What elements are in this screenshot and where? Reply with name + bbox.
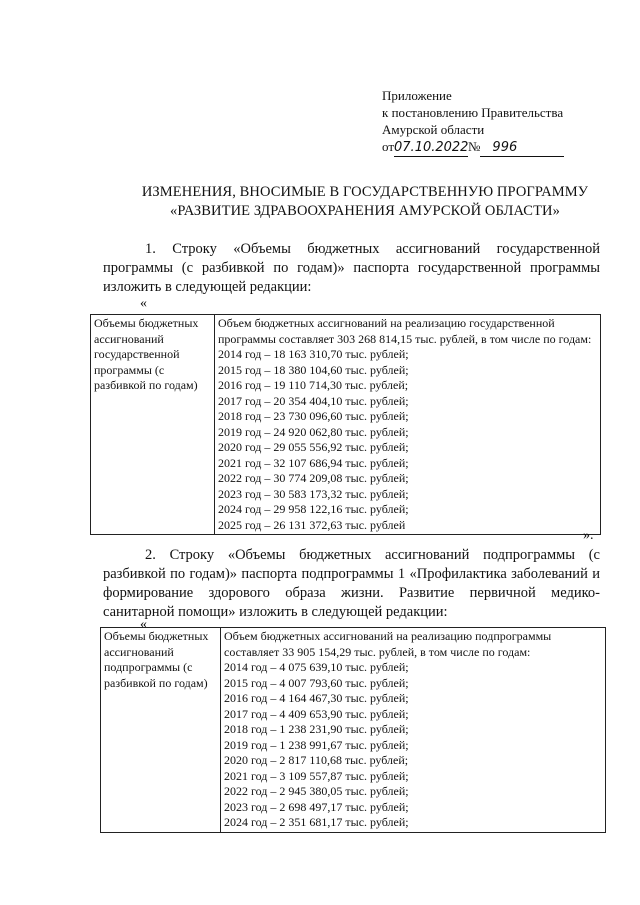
table-2-year-2015: 2015 год – 4 007 793,60 тыс. рублей; (224, 675, 409, 690)
item-2-paragraph (103, 546, 600, 622)
table-1-year-2021: 2021 год – 32 107 686,94 тыс. рублей; (218, 455, 409, 470)
table-2-year-2023: 2023 год – 2 698 497,17 тыс. рублей; (224, 799, 409, 814)
table-1-year-2020: 2020 год – 29 055 556,92 тыс. рублей; (218, 440, 409, 454)
table-1-year-2024: 2024 год – 29 958 122,16 тыс. рублей; (218, 502, 409, 516)
table-2-year-2022: 2022 год – 2 945 380,05 тыс. рублей; (224, 784, 409, 798)
table-1-year-2022: 2022 год – 30 774 209,08 тыс. рублей; (218, 471, 409, 485)
table-1-year-2017: 2017 год – 20 354 404,10 тыс. рублей; (218, 393, 409, 408)
table-2-year-2018: 2018 год – 1 238 231,90 тыс. рублей; (224, 722, 409, 736)
table-1-year-2016: 2016 год – 19 110 714,30 тыс. рублей; (218, 378, 409, 392)
item-1-text: 1. Строку «Объемы бюджетных ассигнований государственной программы (с разбивкой по годам)» паспорта государственной программы изложить в следующей редакции: (103, 241, 600, 295)
table-2-year-2019: 2019 год – 1 238 991,67 тыс. рублей; (224, 737, 409, 752)
table-1-year-2015: 2015 год – 18 380 104,60 тыс. рублей; (218, 362, 409, 377)
table-2-value-cell (221, 628, 606, 833)
approval-line-3: Амурской области (382, 122, 485, 137)
table-2-intro: Объем бюджетных ассигнований на реализацию подпрограммы составляет 33 905 154,29 тыс. рублей, в том числе по годам: (224, 629, 552, 659)
table-1-label-cell (91, 315, 215, 535)
table-1-year-2014: 2014 год – 18 163 310,70 тыс. рублей; (218, 347, 409, 361)
table-2-label-cell (101, 628, 221, 833)
approval-block (382, 87, 564, 157)
table-1-intro: Объем бюджетных ассигнований на реализацию государственной программы составляет 303 268 814,15 тыс. рублей, в том числе по годам: (218, 316, 592, 346)
approval-from-label: от (382, 139, 395, 154)
table-row (101, 628, 606, 833)
table-2-year-2014: 2014 год – 4 075 639,10 тыс. рублей; (224, 660, 409, 674)
table-1-year-2018: 2018 год – 23 730 096,60 тыс. рублей; (218, 409, 409, 423)
table-1-year-2023: 2023 год – 30 583 173,32 тыс. рублей; (218, 486, 409, 501)
approval-date: 07.10.2022 (394, 140, 469, 155)
table-1-year-2025: 2025 год – 26 131 372,63 тыс. рублей (218, 517, 406, 532)
title-line-2: «РАЗВИТИЕ ЗДРАВООХРАНЕНИЯ АМУРСКОЙ ОБЛАСТИ» (170, 203, 560, 219)
item-2-text: 2. Строку «Объемы бюджетных ассигнований подпрограммы (с разбивкой по годам)» паспорта подпрограммы 1 «Профилактика заболеваний и формирование здорового образа жизни. Развитие первичной медико-санитарной помощи» изложить в следующей редакции: (103, 547, 600, 620)
title-line-1: ИЗМЕНЕНИЯ, ВНОСИМЫЕ В ГОСУДАРСТВЕННУЮ ПРОГРАММУ (141, 184, 589, 200)
approval-line-1: Приложение (382, 88, 452, 103)
table-1-close-quote: ». (583, 528, 594, 543)
table-1-open-quote: « (140, 296, 147, 311)
table-2-year-2016: 2016 год – 4 164 467,30 тыс. рублей; (224, 691, 409, 705)
table-2-year-2020: 2020 год – 2 817 110,68 тыс. рублей; (224, 753, 409, 767)
table-1-year-2019: 2019 год – 24 920 062,80 тыс. рублей; (218, 424, 409, 439)
table-2-open-quote: « (140, 617, 147, 632)
approval-number-sign: № (468, 139, 481, 154)
document-title (100, 183, 630, 221)
approval-date-line (382, 138, 564, 157)
table-2 (100, 627, 606, 833)
table-2-year-2017: 2017 год – 4 409 653,90 тыс. рублей; (224, 706, 409, 721)
table-row (91, 315, 601, 535)
item-1-paragraph (103, 240, 600, 297)
approval-number: 996 (480, 139, 564, 157)
approval-line-2: к постановлению Правительства (382, 105, 564, 120)
table-1-value-cell (215, 315, 601, 535)
table-2-label: Объемы бюджетных ассигнований подпрограммы (с разбивкой по годам) (104, 629, 209, 690)
table-2-year-2024: 2024 год – 2 351 681,17 тыс. рублей; (224, 815, 409, 829)
table-1 (90, 314, 601, 535)
table-2-year-2021: 2021 год – 3 109 557,87 тыс. рублей; (224, 768, 409, 783)
table-1-label: Объемы бюджетных ассигнований государственной программы (с разбивкой по годам) (94, 316, 199, 392)
